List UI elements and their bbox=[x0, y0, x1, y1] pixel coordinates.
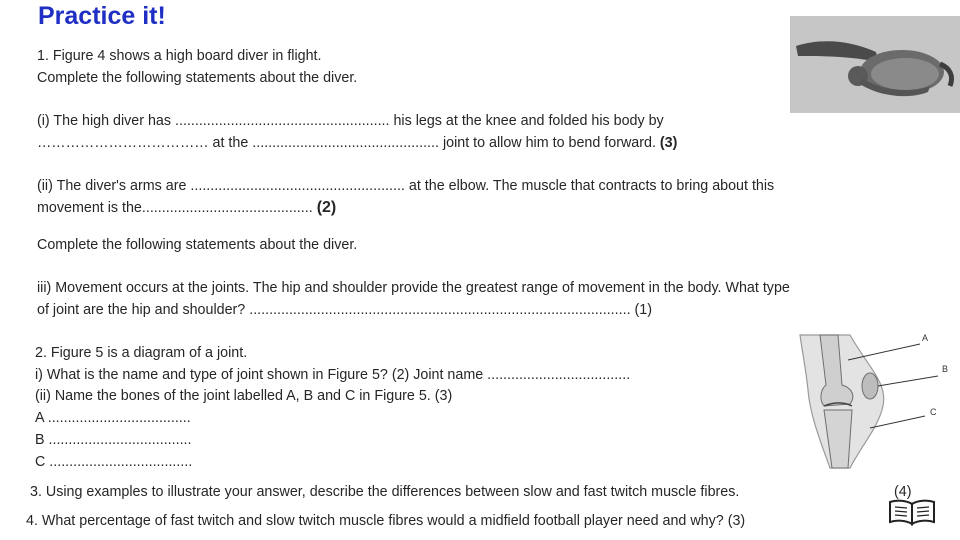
q1-part-ii-line2 bbox=[37, 197, 336, 219]
q4-text: 4. What percentage of fast twitch and slow twitch muscle fibres would a midfield football player need and why? (3) bbox=[26, 513, 746, 529]
open-book-icon bbox=[888, 496, 936, 528]
figure5-label-c: C bbox=[930, 407, 937, 417]
diver-photo bbox=[790, 16, 960, 113]
q2-answer-b: B .................................... bbox=[35, 432, 192, 448]
q2-intro: 2. Figure 5 is a diagram of a joint. bbox=[35, 345, 248, 361]
q2-part-ii: (ii) Name the bones of the joint labelled A, B and C in Figure 5. (3) bbox=[35, 388, 453, 404]
q1-part-i-line1: (i) The high diver has ...................................................... his legs at the knee and folded his body by bbox=[37, 113, 664, 129]
q1-part-ii-marks: (2) bbox=[316, 199, 337, 216]
q2-answer-c: C .................................... bbox=[35, 454, 193, 470]
diver-silhouette bbox=[790, 16, 960, 113]
complete-instruction: Complete the following statements about the diver. bbox=[37, 237, 358, 253]
q1-instruction: Complete the following statements about the diver. bbox=[37, 70, 358, 86]
q3-text: 3. Using examples to illustrate your answer, describe the differences between slow and fast twitch muscle fibres. bbox=[30, 484, 740, 500]
page-title: Practice it! bbox=[38, 2, 166, 30]
q3-marks: (4) bbox=[894, 484, 912, 500]
q2-answer-a: A .................................... bbox=[35, 410, 191, 426]
q1-part-i-text: ……………………………… at the ............................................... joint to allow him to bend forward. bbox=[37, 135, 656, 151]
q-iii-line1: iii) Movement occurs at the joints. The hip and shoulder provide the greatest range of movement in the body. What type bbox=[37, 280, 790, 296]
q-iii-line2: of joint are the hip and shoulder? ................................................................................................ (1) bbox=[37, 302, 652, 318]
q2-part-i: i) What is the name and type of joint shown in Figure 5? (2) Joint name .................................... bbox=[35, 367, 631, 383]
q1-intro: 1. Figure 4 shows a high board diver in flight. bbox=[37, 48, 322, 64]
q1-part-i-marks: (3) bbox=[659, 135, 678, 151]
figure5-label-b: B bbox=[942, 364, 949, 374]
figure5-label-a: A bbox=[922, 333, 929, 343]
knee-joint-diagram bbox=[790, 330, 960, 470]
q1-part-ii-text: movement is the........................................... bbox=[37, 200, 313, 216]
q1-part-ii-line1: (ii) The diver's arms are ...................................................... at the elbow. The muscle that contracts to bring about this bbox=[37, 178, 775, 194]
q1-part-i-line2 bbox=[37, 132, 677, 154]
